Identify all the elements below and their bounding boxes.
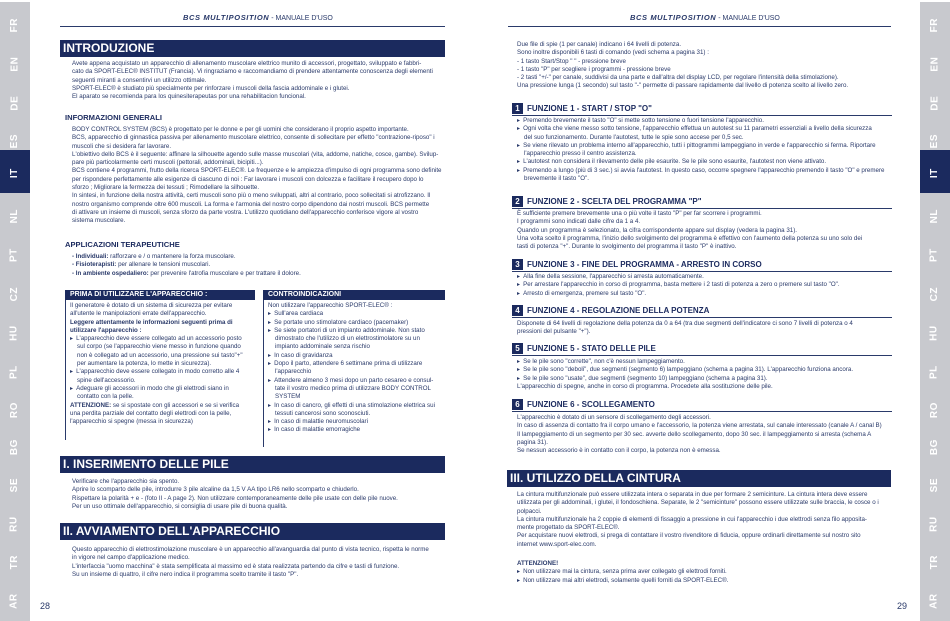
function-title: FUNZIONE 6 - SCOLLEGAMENTO	[527, 400, 655, 409]
lang-tab-it[interactable]	[920, 150, 950, 197]
controls-text	[517, 41, 848, 91]
text-line: Questo apparecchio di elettrostimolazione muscolare è un apparecchio all'avanguardia dal punto di vista tecnico, rispetta le norme	[72, 546, 429, 553]
warning-line	[70, 402, 243, 410]
bullet-item: ▸ Se le pile sono "corrette", non c'è nessun lampeggiamento.	[517, 358, 853, 366]
lang-tab-label: PT	[928, 248, 940, 263]
text-line: polpacci.	[517, 507, 542, 515]
text-line: È sufficiente premere brevemente una o più volte il tasto "P" per far scorrere i programmi.	[517, 210, 762, 217]
lang-tab-label: FR	[928, 18, 940, 33]
warning-heading: ATTENZIONE!	[517, 560, 559, 567]
lang-tab-label: CZ	[928, 287, 940, 302]
function-number: 4	[512, 305, 523, 316]
belt-text	[517, 491, 879, 549]
text-line: Leggere attentamente le informazioni seguenti prima di	[70, 318, 233, 326]
text-line: Il generatore è dotato di un sistema di sicurezza per evitare	[70, 302, 233, 309]
bullet-item: ▸ Adeguare gli accessori in modo che gli elettrodi siano in	[70, 385, 243, 393]
bullet-item: ▸ Non utilizzare mai altri elettrodi, solamente quelli forniti da SPORT-ELEC®.	[517, 577, 728, 585]
warning-label: ATTENZIONE:	[70, 401, 112, 409]
text-line: contatto con la pelle.	[77, 393, 134, 401]
language-tabs-left	[0, 0, 30, 621]
text-line: Se nessun accessorio è in contatto con il corpo, la potenza non è emessa.	[517, 447, 721, 455]
text-line: tasti di potenza "+". Durante lo svolgimento del programma il tasto "P" è inattivo.	[517, 243, 737, 251]
text-line: Il lampeggiamento di un segmento per 30 sec. avverte dello scollegamento, dopo 30 sec. il lampeggiamento si arresta (schema A	[517, 430, 872, 438]
text-line: Per acquistare nuovi elettrodi, si prega di contattare il vostro rivenditore di fiducia, oppure ordinarli direttamente sul nostro sito	[517, 532, 861, 540]
bullet-item: ▸ Alla fine della sessione, l'apparecchio si arresta automaticamente.	[517, 273, 840, 281]
lang-tab-label: ES	[8, 134, 20, 149]
text-line: l'apparecchio	[275, 368, 312, 376]
lang-tab-label: DE	[8, 96, 20, 111]
bullet-item: ▸ Se viene rilevato un problema interno all'apparecchio, tutti i pittogrammi lampeggiano in verde e l'apparecchio si ferma. Riportare	[517, 142, 884, 150]
text-line: nostro organismo comprende oltre 600 muscoli. La forma e l'armonia del nostro corpo dipendono dai nostri muscoli. BCS permette	[72, 200, 430, 208]
before-use-heading: PRIMA DI UTILIZZARE L'APPARECCHIO :	[65, 290, 255, 300]
lang-tab-ar[interactable]	[920, 578, 950, 621]
text-line: utilizzare l'apparecchio :	[70, 326, 142, 334]
intro-text	[72, 60, 433, 101]
lang-tab-label: EN	[8, 57, 20, 72]
text-line: In sintesi, in funzione della nostra attività, certi muscoli sono più o meno sviluppati, altri al contrario, poco sollecitati si atrofizzano. Il	[72, 192, 431, 200]
before-use-border	[65, 300, 66, 440]
text-line: cato da SPORT-ELEC® INSTITUT (Francia). Vi ringraziamo e raccomandiamo di prendere attentamente conoscenza degli elementi	[72, 68, 433, 76]
function-5-text	[517, 358, 853, 391]
lang-tab-label: RO	[8, 402, 20, 419]
text-line: sforzo ; Migliorare la fermezza dei tessuti ; Rimodellare la silhouette.	[72, 184, 260, 192]
lang-tab-label: BG	[928, 439, 940, 456]
text-line: BODY CONTROL SYSTEM (BCS) è progettato per le donne e per gli uomini che considerano il proprio aspetto importante.	[72, 126, 409, 133]
lang-tab-label: SE	[8, 478, 20, 493]
bullet-item: ▸ Se siete portatori di un impianto addominale. Non stato	[268, 327, 435, 335]
item-text: per allenare le tensioni muscolari.	[116, 261, 211, 269]
lang-tab-label: PL	[928, 365, 940, 380]
lang-tab-label: HU	[928, 325, 940, 342]
lang-tab-it[interactable]	[0, 150, 30, 197]
bullet-item: ▸ L'autotest non considera il rilevamento delle pile esaurite. Se le pile sono esaurite, l'autotest non viene attivato.	[517, 158, 884, 166]
item-label: - Individuali:	[72, 253, 109, 260]
contraindications-border	[263, 300, 264, 447]
bullet-item: ▸ In caso di cancro, gli effetti di una stimolazione elettrica sui	[268, 402, 435, 410]
lang-tab-label: BG	[8, 439, 20, 456]
lang-tab-label: EN	[928, 57, 940, 72]
contraindications-text	[268, 302, 435, 435]
text-line: del suo funzionamento. Durante l'autotest, tutte le spie sono accese per 0,5 sec.	[524, 133, 744, 141]
header-rule-right	[508, 26, 891, 27]
text-line: Sono inoltre disponibili 6 tasti di comando (vedi schema a pagina 31) :	[517, 49, 709, 57]
function-1-heading	[512, 103, 652, 115]
lang-tab-label: RO	[928, 402, 940, 419]
item-label: - In ambiente ospedaliero:	[72, 269, 149, 277]
lang-tab-label: DE	[928, 96, 940, 111]
before-use-text	[70, 302, 243, 426]
function-2-rule	[512, 208, 892, 209]
application-item	[72, 253, 301, 261]
text-line: Non utilizzare l'apparecchio SPORT-ELEC® :	[268, 302, 393, 309]
belt-warning	[517, 560, 728, 585]
text-line: In caso di assenza di contatto fra il corpo umano e l'accessorio, la potenza viene arrestata, sul canale interessato (canale A / canal B)	[517, 422, 882, 430]
text-line: - 2 tasti "+/-" per canale, suddivisi da una parte e dall'altra del display LCD, per regolare l'intensità della stimolazione).	[517, 74, 839, 82]
bullet-item: ▸ L'apparecchio deve essere collegato ad un accessorio posto	[70, 335, 243, 343]
text-line: impianto addominale senza rischio	[275, 343, 370, 351]
header-rule-left	[60, 26, 445, 27]
text-line: BCS, apparecchio di ginnastica passiva per allenamento muscolare elettrico, consente di sollecitare per effetto "contrazione-riposo" i	[72, 134, 435, 142]
lang-tab-ar[interactable]	[0, 578, 30, 621]
lang-tab-label: TR	[928, 555, 940, 570]
info-heading: INFORMAZIONI GENERALI	[65, 113, 163, 122]
text-line: La cintura multifunzionale può essere utilizzata intera o separata in due per formare 2 semicinture. La cintura intera deve essere	[517, 491, 868, 498]
bullet-item: ▸ Sull'area cardiaca	[268, 310, 435, 318]
bullet-item: ▸ Se le pile sono "usate", due segmenti (segmento 10) lampeggiano (schema a pagina 31).	[517, 375, 853, 383]
applications-list	[72, 253, 301, 278]
bullet-item: ▸ Attendere almeno 3 mesi dopo un parto cesareo e consul-	[268, 377, 435, 385]
lang-tab-label: PT	[8, 248, 20, 263]
lang-tab-label: RU	[8, 516, 20, 533]
language-tabs-right	[920, 0, 950, 621]
text-line: per aumentare la potenza, lo mette in sicurezza).	[77, 360, 212, 368]
text-line: l'apparecchio presso il centro assistenza.	[524, 150, 637, 158]
bullet-item: ▸ Premendo brevemente il tasto "O" si mette sotto tensione o fuori tensione l'apparecchio.	[517, 117, 884, 125]
bullet-item: ▸ Per arrestare l'apparecchio in corso di programma, basta mettere i 2 tasti di potenza a zero o premere sul tasto "O".	[517, 281, 840, 289]
manual-label: - MANUALE D'USO	[716, 15, 780, 22]
bullet-item: ▸ Se le pile sono "deboli", due segmenti (segmento 6) lampeggiano (schema a pagina 31). L'apparecchio funziona ancora.	[517, 366, 853, 374]
text-line: pressioni del pulsante "+").	[517, 328, 591, 336]
bullet-item: ▸ In caso di malattie neuromuscolari	[268, 418, 435, 426]
text-line: BCS contiene 4 programmi, frutto della ricerca SPORT-ELEC®. Le frequenze e le ampiezza d'impulso di ogni programma sono definite	[72, 167, 442, 175]
text-line: Avete appena acquistato un apparecchio di allenamento muscolare elettrico munito di accessori, progettato, sviluppato e fabbri-	[72, 60, 422, 67]
lang-tab-label: IT	[8, 168, 20, 179]
text-line: Una pressione lunga (1 secondo) sul tasto "-" permette di passare rapidamente dal livello di potenza scelto al livello zero.	[517, 82, 849, 90]
function-1-rule	[512, 115, 892, 116]
text-line: L'apparecchio è dotato di un sensore di scollegamento degli accessori.	[517, 414, 711, 421]
lang-tab-label: SE	[928, 478, 940, 493]
text-line: Due file di spie (1 per canale) indicano i 64 livelli di potenza.	[517, 41, 682, 48]
function-5-heading	[512, 343, 656, 355]
text-line: brevemente il tasto "O".	[524, 175, 589, 183]
text-line: dimostrato che l'utilizzo di un elettrostimolatore su un	[275, 335, 420, 343]
text-line: L'interfaccia "uomo macchina" è stata semplificata al massimo ed è stata realizzata partendo da cifre e tasti di funzione.	[72, 562, 400, 570]
function-number: 3	[512, 259, 523, 270]
bullet-item: ▸ Arresto di emergenza, premere sul tasto "O".	[517, 290, 840, 298]
function-title: FUNZIONE 1 - START / STOP "O"	[527, 104, 652, 113]
brand-name: BCS MULTIPOSITION	[630, 13, 717, 22]
page-number-left: 28	[40, 601, 51, 611]
text-line: La cintura multifunzionale ha 2 coppie di elementi di fissaggio a pressione in cui l'apparecchio i due elettrodi senza filo apposita-	[517, 515, 867, 523]
text-line: tate il vostro medico prima di utilizzare BODY CONTROL	[275, 384, 431, 392]
function-title: FUNZIONE 3 - FINE DEL PROGRAMMA - ARRESTO IN CORSO	[527, 260, 762, 269]
text-line: sistema muscolare.	[72, 217, 126, 225]
text-line: spine dell'accessorio.	[77, 376, 136, 384]
section-intro-title: INTRODUZIONE	[60, 40, 445, 57]
text-line: - 1 tasto "P" per scegliere i programmi - pressione breve	[517, 65, 671, 73]
text-line: I programmi sono indicati dalle cifre da 1 a 4.	[517, 218, 641, 226]
text-line: l'apparecchio si spegne (messa in sicurezza)	[70, 418, 193, 426]
function-4-heading	[512, 305, 709, 317]
lang-tab-label: AR	[8, 593, 20, 610]
text-line: pagina 31).	[517, 438, 548, 446]
text-line: Quando un programma è selezionato, la cifra corrispondente appare sul display (vedera la pagina 31).	[517, 226, 797, 234]
contraindications-heading: CONTROINDICAZIONI	[263, 290, 445, 300]
bullet-item: ▸ Premendo a lungo (più di 3 sec.) si avvia l'autotest. In questo caso, occorre spegnere l'apparecchio premendo il tasto "O" e premere	[517, 167, 884, 175]
lang-tab-label: AR	[928, 593, 940, 610]
text-line: muscoli che si desidera far lavorare.	[72, 142, 172, 150]
warning-text: se si spostate con gli accessori e se si verifica	[111, 401, 240, 409]
text-line: SPORT-ELEC® è studiato più specialmente per rinforzare i muscoli della fascia addominale e i glutei.	[72, 84, 350, 92]
function-5-rule	[512, 355, 892, 356]
info-text	[72, 126, 442, 226]
applications-heading: APPLICAZIONI TERAPEUTICHE	[65, 240, 180, 249]
batteries-text	[72, 478, 398, 511]
bullet-item: ▸ Ogni volta che viene messo sotto tensione, l'apparecchio effettua un autotest su 11 parametri essenziali a livello della sicurezza	[517, 125, 884, 133]
function-4-text	[517, 320, 853, 337]
section-startup-title: II. AVVIAMENTO DELL'APPARECCHIO	[60, 523, 445, 540]
function-1-text	[517, 117, 884, 183]
text-line: una perdita parziale del contatto degli elettrodi con la pelle,	[70, 409, 232, 417]
brand-name: BCS MULTIPOSITION	[183, 13, 270, 22]
text-line: seguenti miranti a consentirvi un utilizzo ottimale.	[72, 76, 207, 84]
function-6-rule	[512, 411, 892, 412]
lang-tab-label: IT	[928, 168, 940, 179]
function-number: 6	[512, 399, 523, 410]
application-item	[72, 270, 301, 278]
lang-tab-label: HU	[8, 325, 20, 342]
text-line: - 1 tasto Start/Stop " " - pressione breve	[517, 57, 626, 65]
text-line: El aparato se recomienda para los quinesiterapeutas por una rehabilitacion funcional.	[72, 93, 306, 101]
lang-tab-label: TR	[8, 555, 20, 570]
item-text: rafforzare e / o mantenere la forza muscolare.	[108, 253, 236, 260]
function-6-text	[517, 414, 882, 455]
application-item	[72, 261, 301, 269]
text-line: internet www.sport-elec.com.	[517, 540, 597, 548]
text-line: Per un uso ottimale dell'apparecchio, si consiglia di usare pile di buona qualità.	[72, 502, 288, 510]
text-line: non è collegato ad un accessorio, una pressione sui tasto"+"	[77, 351, 243, 359]
bullet-item: ▸ Non utilizzare mai la cintura, senza prima aver collegato gli elettrodi forniti.	[517, 568, 728, 576]
function-2-text	[517, 210, 862, 251]
function-title: FUNZIONE 4 - REGOLAZIONE DELLA POTENZA	[527, 306, 710, 315]
text-line: SYSTEM	[275, 393, 301, 401]
text-line: all'utente le manipolazioni errate dell'apparecchio.	[70, 310, 207, 318]
lang-tab-label: PL	[8, 365, 20, 380]
lang-tab-label: CZ	[8, 287, 20, 302]
function-4-rule	[512, 317, 892, 318]
text-line: utilizzata per gli addominali, i glutei, il fondoschiena. Separate, le 2 "semicinture" possono essere utilizzate sulle braccia, le cosce o i	[517, 499, 879, 507]
text-line: L'obiettivo dello BCS è il seguente: affinare la silhouette agendo sulle masse muscolari (vita, addome, natiche, cosce, gambe). Svilup-	[72, 150, 439, 158]
text-line: Su un insieme di quattro, il cifre nero indica il programma scelto tramite il tasto "P".	[72, 570, 299, 578]
text-line: Una volta scelto il programma, l'inizio dello svolgimento del programma è effettivo con l'aumento della potenza su uno solo dei	[517, 234, 863, 242]
function-3-heading	[512, 259, 762, 271]
text-line: in vigore nel campo d'applicazione medico.	[72, 554, 190, 562]
function-number: 2	[512, 196, 523, 207]
bullet-item: ▸ L'apparecchio deve essere collegato in modo corretto alle 4	[70, 368, 243, 376]
function-title: FUNZIONE 2 - SCELTA DEL PROGRAMMA "P"	[527, 197, 702, 206]
function-2-heading	[512, 196, 702, 208]
text-line: di attivare un insieme di muscoli, senza sforzo da parte vostra. L'utilizzo quotidiano dell'apparecchio conferisce vigore al vostro	[72, 208, 419, 216]
text-line: Verificare che l'apparecchio sia spento.	[72, 478, 180, 485]
lang-tab-label: NL	[8, 209, 20, 224]
bullet-item: ▸ In caso di malattie emorragiche	[268, 426, 435, 434]
function-3-text	[517, 273, 840, 298]
function-title: FUNZIONE 5 - STATO DELLE PILE	[527, 344, 656, 353]
page-number-right: 29	[897, 601, 908, 611]
lang-tab-label: ES	[928, 134, 940, 149]
bullet-item: ▸ Se portate uno stimolatore cardiaco (pacemaker)	[268, 319, 435, 327]
function-number: 1	[512, 103, 523, 114]
function-number: 5	[512, 343, 523, 354]
lang-tab-label: NL	[928, 209, 940, 224]
bullet-item: ▸ In caso di gravidanza	[268, 352, 435, 360]
text-line: pare più particolarmente certi muscoli (pettorali, addominali, bicipiti...).	[72, 159, 264, 167]
text-line: sul corpo (se l'apparecchio viene messo in funzione quando	[77, 343, 241, 351]
item-text: per prevenire l'atrofia muscolare e per trattare il dolore.	[148, 269, 301, 277]
page-header-right	[630, 14, 780, 23]
text-line: per rispondere perfettamente alle esigenze di ciascuno di noi : Far lavorare i muscoli con dolcezza e facilitare il recupero dopo lo	[72, 175, 424, 183]
lang-tab-label: RU	[928, 516, 940, 533]
bullet-item: ▸ Dopo il parto, attendere 6 settimane prima di utilizzare	[268, 360, 435, 368]
function-3-rule	[512, 271, 892, 272]
page-header-left	[183, 14, 333, 23]
text-line: tessuti cancerosi sono sconosciuti.	[275, 409, 371, 417]
lang-tab-label: FR	[8, 18, 20, 33]
section-batteries-title: I. INSERIMENTO DELLE PILE	[60, 456, 445, 473]
text-line: Rispettare la polarità + e - (foto II - A page 2). Non utilizzare contemporaneamente delle pile usate con delle pile nuove.	[72, 494, 398, 502]
text-line: mente progettato da SPORT-ELEC®.	[517, 524, 620, 532]
manual-label: - MANUALE D'USO	[269, 15, 333, 22]
startup-text	[72, 546, 429, 579]
text-line: Disponete di 64 livelli di regolazione della potenza da 0 a 64 (tra due segmenti dell'indicatore ci sono 7 livelli di potenza o 4	[517, 320, 853, 327]
section-belt-title: III. UTILIZZO DELLA CINTURA	[507, 470, 891, 487]
text-line: L'apparecchio di spegne, anche in corso di programma. Procedete alla sostituzione delle pile.	[517, 382, 773, 390]
text-line: Aprire lo scomparto delle pile, introdurre 3 pile alcaline da 1,5 V AA tipo LR6 nello scomparto e chiuderlo.	[72, 486, 359, 494]
function-6-heading	[512, 399, 655, 411]
item-label: - Fisioterapisti:	[72, 261, 117, 269]
